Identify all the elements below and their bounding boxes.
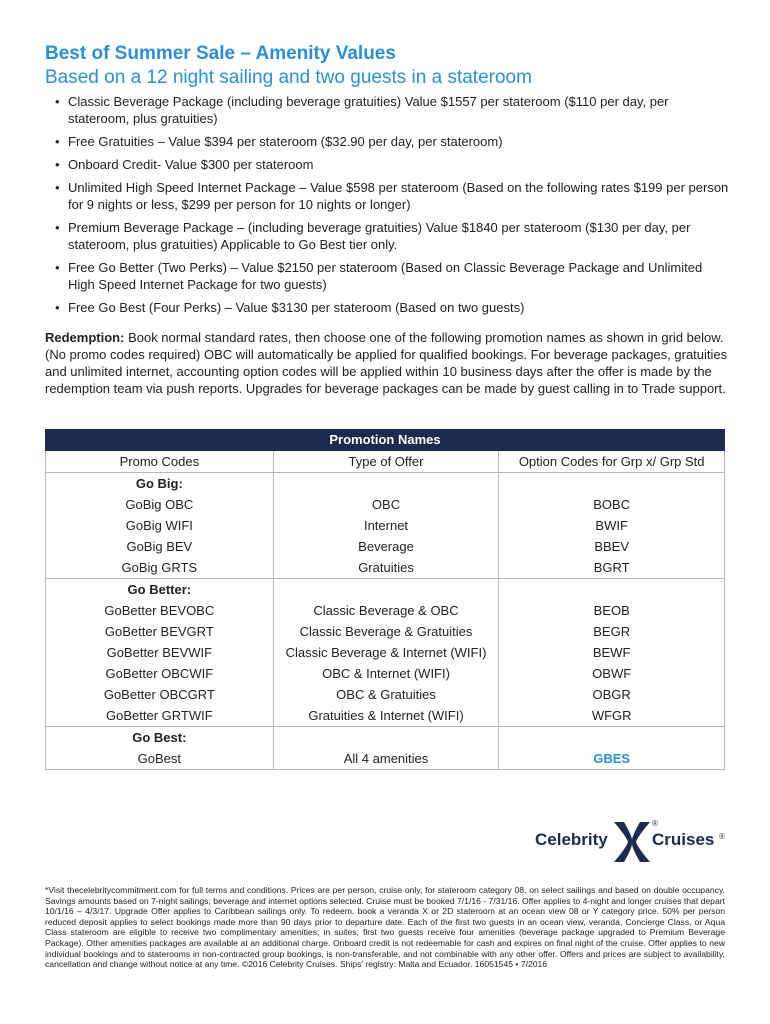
list-item: • Premium Beverage Package – (including beverage gratuities) Value $1840 per stateroom ($130 per day, per stateroom, plus gratuities) Applicable to Go Best tier only. <box>45 219 730 253</box>
table-banner-row <box>46 430 725 451</box>
registered-mark: ® <box>652 819 658 828</box>
offer-type-cell: Gratuities & Internet (WIFI) <box>273 705 499 727</box>
table-row <box>46 557 725 579</box>
offer-type-cell: Classic Beverage & Internet (WIFI) <box>273 642 499 663</box>
table-row <box>46 515 725 536</box>
column-header: Promo Codes <box>46 451 274 473</box>
promo-code-cell: GoBetter GRTWIF <box>46 705 274 727</box>
column-header: Option Codes for Grp x/ Grp Std <box>499 451 725 473</box>
table-cell <box>273 579 499 601</box>
page-subtitle: Based on a 12 night sailing and two guests in a stateroom <box>45 67 532 88</box>
table-cell <box>273 473 499 495</box>
list-item: • Classic Beverage Package (including beverage gratuities) Value $1557 per stateroom ($110 per day, per stateroom, plus gratuities) <box>45 93 730 127</box>
option-code-cell: GBES <box>499 748 725 770</box>
offer-type-cell: Gratuities <box>273 557 499 579</box>
promotion-table <box>45 429 725 770</box>
group-header-row <box>46 727 725 749</box>
group-name: Go Best: <box>46 727 274 749</box>
offer-type-cell: Classic Beverage & OBC <box>273 600 499 621</box>
option-code-cell: BEOB <box>499 600 725 621</box>
list-item: • Free Go Better (Two Perks) – Value $2150 per stateroom (Based on Classic Beverage Package and Unlimited High Speed Internet Package for two guests) <box>45 259 730 293</box>
group-name: Go Better: <box>46 579 274 601</box>
offer-type-cell: All 4 amenities <box>273 748 499 770</box>
option-code-cell: BEGR <box>499 621 725 642</box>
option-code-cell: BGRT <box>499 557 725 579</box>
promo-code-cell: GoBig GRTS <box>46 557 274 579</box>
table-row <box>46 621 725 642</box>
list-item: • Free Go Best (Four Perks) – Value $3130 per stateroom (Based on two guests) <box>45 299 730 316</box>
group-name: Go Big: <box>46 473 274 495</box>
promo-code-cell: GoBetter BEVWIF <box>46 642 274 663</box>
table-row <box>46 494 725 515</box>
table-row <box>46 705 725 727</box>
offer-type-cell: OBC & Gratuities <box>273 684 499 705</box>
group-header-row <box>46 579 725 601</box>
option-code-cell: BOBC <box>499 494 725 515</box>
offer-type-cell: Internet <box>273 515 499 536</box>
promo-code-cell: GoBetter OBCGRT <box>46 684 274 705</box>
option-code-cell: OBWF <box>499 663 725 684</box>
table-row <box>46 663 725 684</box>
table-cell <box>273 727 499 749</box>
redemption-label: Redemption: <box>45 330 125 345</box>
redemption-text: Book normal standard rates, then choose one of the following promotion names as shown in grid below. (No promo codes required) OBC will automatically be applied for qualified bookings. For beverage packages, gratuities and unlimited internet, accounting option codes will be applied within 10 business days after the offer is made by the redemption team via push reports. Upgrades for beverage packages can be made by guest calling in to Trade support. <box>45 330 728 396</box>
promo-code-cell: GoBetter OBCWIF <box>46 663 274 684</box>
table-row <box>46 684 725 705</box>
option-code-cell: OBGR <box>499 684 725 705</box>
offer-type-cell: OBC & Internet (WIFI) <box>273 663 499 684</box>
promo-code-cell: GoBest <box>46 748 274 770</box>
promo-code-cell: GoBig WIFI <box>46 515 274 536</box>
table-banner: Promotion Names <box>46 430 725 451</box>
table-cell <box>499 727 725 749</box>
option-code-cell: BWIF <box>499 515 725 536</box>
column-header: Type of Offer <box>273 451 499 473</box>
table-row <box>46 748 725 770</box>
redemption-paragraph <box>45 329 733 397</box>
logo-word-celebrity: Celebrity <box>535 830 608 849</box>
table-header-row <box>46 451 725 473</box>
table-row <box>46 642 725 663</box>
x-logo-icon <box>612 818 652 866</box>
list-item: • Onboard Credit- Value $300 per stateroom <box>45 156 730 173</box>
group-header-row <box>46 473 725 495</box>
list-item: • Unlimited High Speed Internet Package – Value $598 per stateroom (Based on the following rates $199 per person for 9 nights or less, $299 per person for 10 nights or longer) <box>45 179 730 213</box>
option-code-cell: BBEV <box>499 536 725 557</box>
table-row <box>46 536 725 557</box>
table-cell <box>499 473 725 495</box>
promo-code-cell: GoBig BEV <box>46 536 274 557</box>
table-row <box>46 600 725 621</box>
celebrity-cruises-logo <box>535 818 730 866</box>
logo-word-cruises: Cruises <box>652 830 715 849</box>
terms-footnote: *Visit thecelebritycommitment.com for full terms and conditions. Prices are per person, cruise only, for stateroom category 08, on select sailings and based on double occupancy. Savings amounts based on 7-night sailings; beverage and internet options selected. Cruise must be booked 7/1/16 - 7/31/16. Offer applies to 4-night and longer cruises that depart 10/1/16 – 4/3/17. Upgrade Offer applies to Caribbean sailings only. To redeem, book a veranda X or 2D stateroom at an ocean view 08 or Y category price. 50% per person reduced deposit applies to select bookings made more than 90 days prior to departure date. Each of the first two guests in an ocean view, veranda, Concierge Class, or Aqua Class stateroom are eligible to receive two complimentary amenities; in suites, first two guests receive four amenities (beverage package upgraded to Premium Beverage Package). Other amenities packages are available at an additional charge. Onboard credit is not redeemable for cash and expires on final night of the cruise. Offer applies to new individual bookings and to staterooms in non-contracted group bookings, is non-transferable, and not combinable with any other offer. Offers and prices are subject to availability, cancellation and change without notice at any time. ©2016 Celebrity Cruises. Ships' registry: Malta and Ecuador. 16051545 • 7/2016 <box>45 885 725 970</box>
amenity-list <box>45 93 730 322</box>
table-cell <box>499 579 725 601</box>
offer-type-cell: OBC <box>273 494 499 515</box>
promo-code-cell: GoBetter BEVOBC <box>46 600 274 621</box>
promo-code-cell: GoBig OBC <box>46 494 274 515</box>
offer-type-cell: Classic Beverage & Gratuities <box>273 621 499 642</box>
page-title: Best of Summer Sale – Amenity Values <box>45 43 396 64</box>
option-code-cell: BEWF <box>499 642 725 663</box>
promo-code-cell: GoBetter BEVGRT <box>46 621 274 642</box>
offer-type-cell: Beverage <box>273 536 499 557</box>
option-code-cell: WFGR <box>499 705 725 727</box>
registered-mark: ® <box>719 832 725 841</box>
list-item: • Free Gratuities – Value $394 per stateroom ($32.90 per day, per stateroom) <box>45 133 730 150</box>
